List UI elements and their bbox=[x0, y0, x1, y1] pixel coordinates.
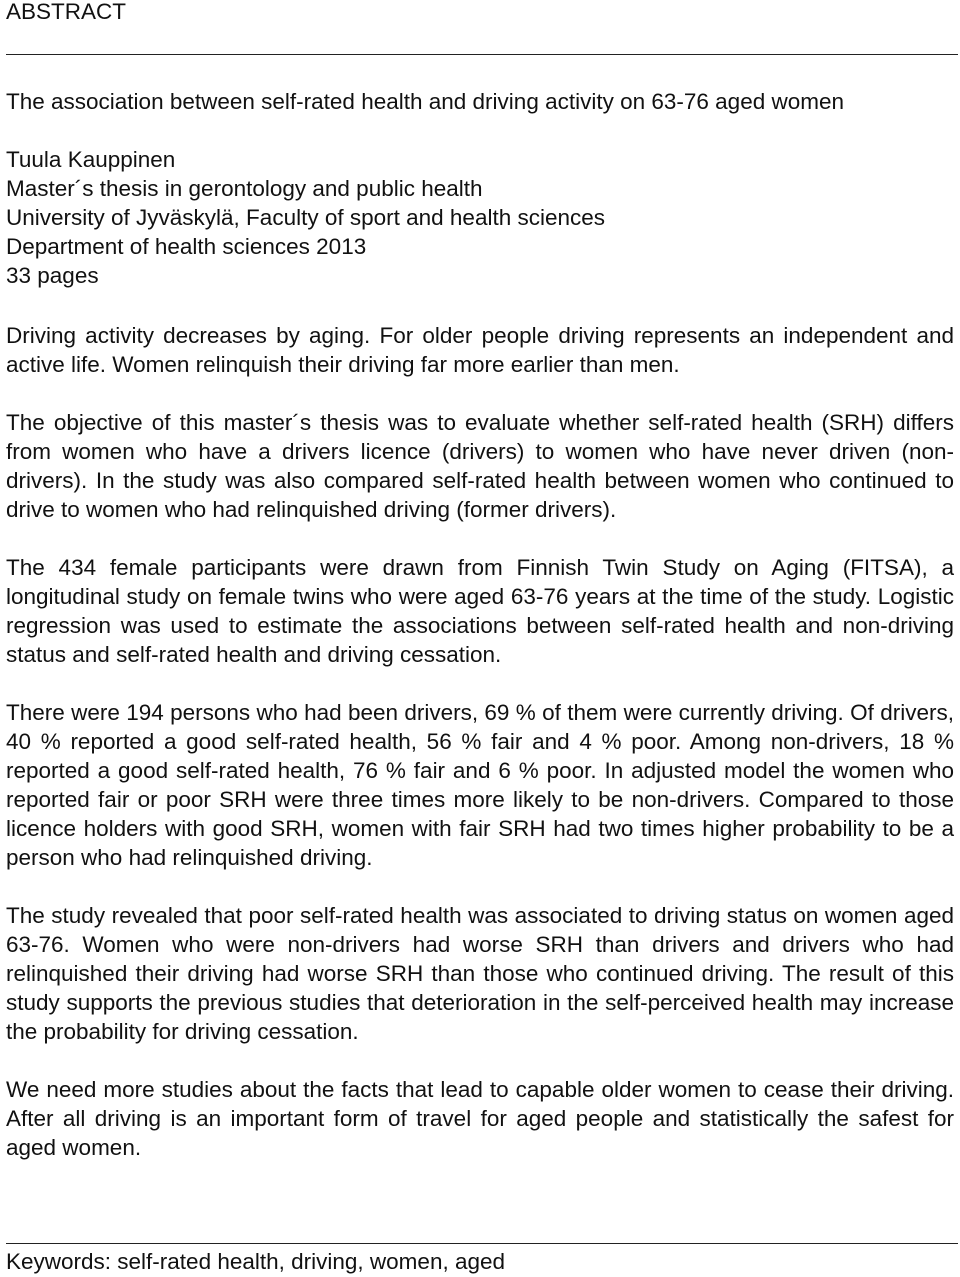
university-line: University of Jyväskylä, Faculty of sport and health sciences bbox=[6, 205, 606, 230]
paragraph-conclusion: The study revealed that poor self-rated health was associated to driving status on women aged 63-76. Women who were non-drivers had worse SRH than drivers and drivers who had relinquished their driving had worse SRH than those who continued driving. The result of this study supports the previous studies that deterioration in the self-perceived health may increase the probability for driving cessation. bbox=[6, 903, 954, 1044]
paragraph-methods: The 434 female participants were drawn from Finnish Twin Study on Aging (FITSA), a longitudinal study on female twins who were aged 63-76 years at the time of the study. Logistic regression was used to estimate the associations between self-rated health and non-driving status and self-rated health and driving cessation. bbox=[6, 555, 954, 667]
keywords-line: Keywords: self-rated health, driving, women, aged bbox=[6, 1249, 506, 1274]
abstract-heading: ABSTRACT bbox=[6, 0, 127, 24]
page-count: 33 pages bbox=[6, 263, 99, 288]
paragraph-objective: The objective of this master´s thesis was to evaluate whether self-rated health (SRH) differs from women who have a drivers licence (drivers) to women who have never driven (non-drivers). In the study was also compared self-rated health between women who continued to drive to women who had relinquished driving (former drivers). bbox=[6, 410, 954, 522]
paragraph-future-work: We need more studies about the facts that lead to capable older women to cease their driving. After all driving is an important form of travel for aged people and statistically the safest for aged women. bbox=[6, 1077, 954, 1160]
degree-line: Master´s thesis in gerontology and public health bbox=[6, 176, 483, 201]
paragraph-results: There were 194 persons who had been drivers, 69 % of them were currently driving. Of drivers, 40 % reported a good self-rated health, 56 % fair and 4 % poor. Among non-drivers, 18 % reported a good self-rated health, 76 % fair and 6 % poor. In adjusted model the women who reported fair or poor SRH were three times more likely to be non-drivers. Compared to those licence holders with good SRH, women with fair SRH had two times higher probability to be a person who had relinquished driving. bbox=[6, 700, 954, 870]
author-name: Tuula Kauppinen bbox=[6, 147, 176, 172]
thesis-title: The association between self-rated health and driving activity on 63-76 aged women bbox=[6, 89, 845, 114]
top-divider bbox=[6, 54, 958, 55]
paragraph-intro: Driving activity decreases by aging. For older people driving represents an independent and active life. Women relinquish their driving far more earlier than men. bbox=[6, 323, 954, 377]
abstract-body bbox=[6, 321, 954, 1191]
bottom-divider bbox=[6, 1243, 958, 1244]
thesis-metadata bbox=[6, 145, 605, 290]
department-line: Department of health sciences 2013 bbox=[6, 234, 367, 259]
abstract-page bbox=[6, 0, 954, 1277]
